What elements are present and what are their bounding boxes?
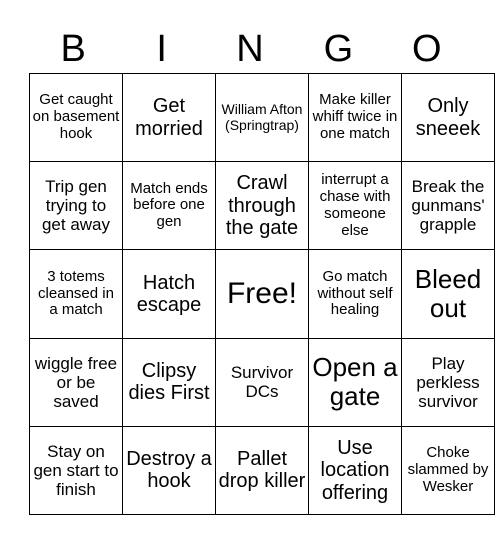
header-letter-g: G — [323, 28, 354, 70]
bingo-cell[interactable]: William Afton (Springtrap) — [216, 74, 309, 162]
board-row-1 — [30, 74, 495, 162]
bingo-cell[interactable]: 3 totems cleansed in a match — [30, 250, 123, 338]
header-letter-i: I — [156, 28, 167, 70]
board-row-3 — [30, 250, 495, 338]
bingo-cell[interactable]: Survivor DCs — [216, 338, 309, 426]
bingo-cell[interactable]: Pallet drop killer — [216, 426, 309, 514]
header-letter-o: O — [412, 28, 442, 70]
bingo-cell[interactable]: Stay on gen start to finish — [30, 426, 123, 514]
header-letter-b: B — [60, 28, 86, 70]
board-row-4 — [30, 338, 495, 426]
bingo-cell[interactable]: Clipsy dies First — [123, 338, 216, 426]
bingo-board — [29, 73, 495, 515]
bingo-cell[interactable]: Open a gate — [309, 338, 402, 426]
bingo-cell[interactable]: Break the gunmans' grapple — [402, 162, 495, 250]
bingo-cell[interactable]: Go match without self healing — [309, 250, 402, 338]
bingo-cell[interactable]: Bleed out — [402, 250, 495, 338]
header-letter-n: N — [236, 28, 264, 70]
bingo-cell[interactable]: Only sneeek — [402, 74, 495, 162]
bingo-cell[interactable]: Play perkless survivor — [402, 338, 495, 426]
board-row-5 — [30, 426, 495, 514]
bingo-cell[interactable]: interrupt a chase with someone else — [309, 162, 402, 250]
bingo-cell[interactable]: Make killer whiff twice in one match — [309, 74, 402, 162]
bingo-cell[interactable]: Trip gen trying to get away — [30, 162, 123, 250]
bingo-cell[interactable]: Destroy a hook — [123, 426, 216, 514]
bingo-cell[interactable]: wiggle free or be saved — [30, 338, 123, 426]
bingo-cell[interactable]: Match ends before one gen — [123, 162, 216, 250]
bingo-cell[interactable]: Use location offering — [309, 426, 402, 514]
bingo-cell[interactable]: Get caught on basement hook — [30, 74, 123, 162]
bingo-cell[interactable]: Crawl through the gate — [216, 162, 309, 250]
bingo-cell-free[interactable]: Free! — [216, 250, 309, 338]
bingo-header — [29, 24, 471, 74]
bingo-cell[interactable]: Get morried — [123, 74, 216, 162]
bingo-cell[interactable]: Hatch escape — [123, 250, 216, 338]
bingo-cell[interactable]: Choke slammed by Wesker — [402, 426, 495, 514]
board-row-2 — [30, 162, 495, 250]
